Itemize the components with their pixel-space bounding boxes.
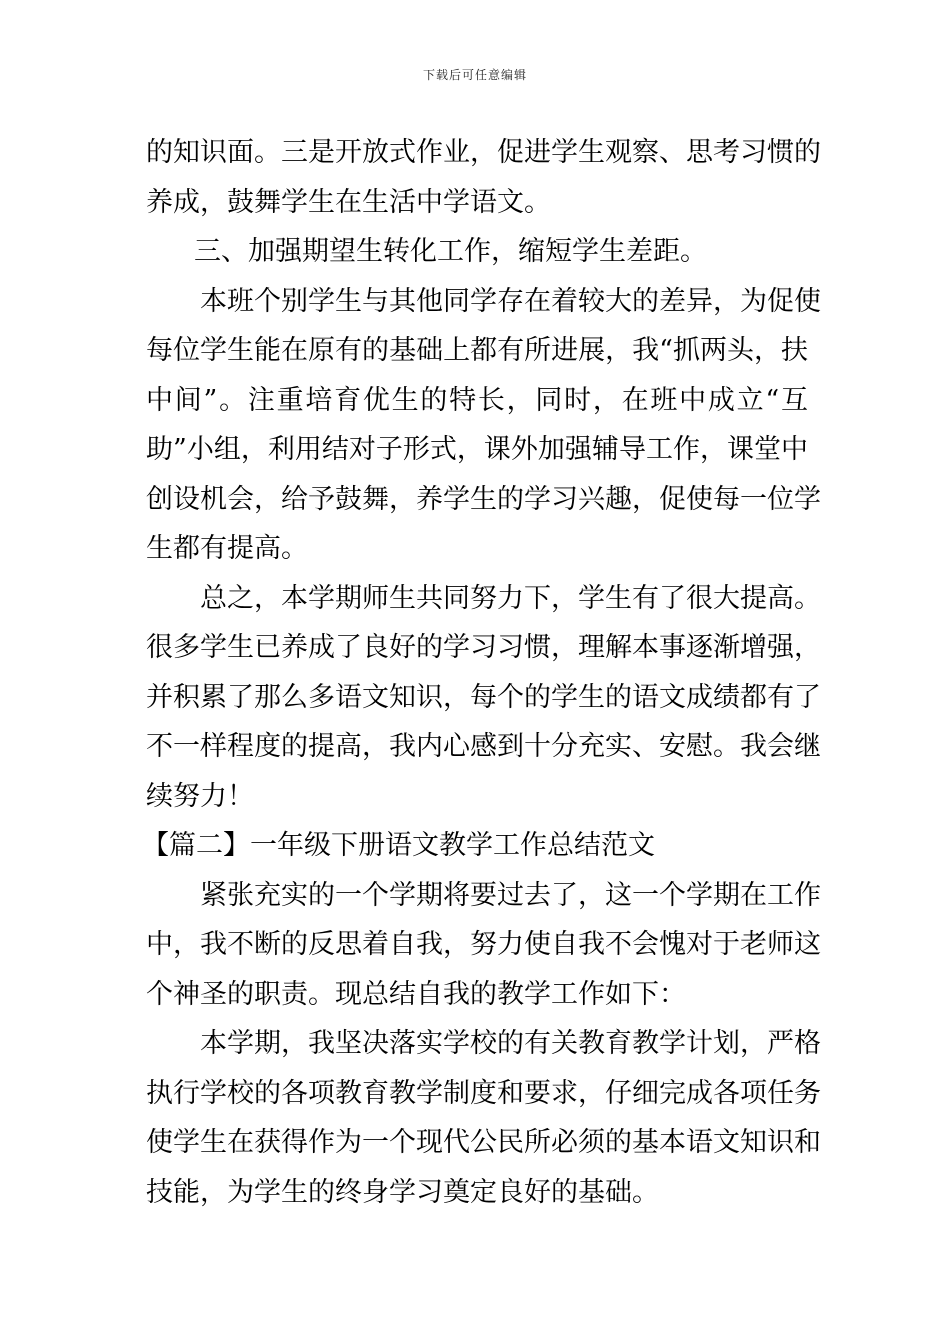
paragraph-line: 技能，为学生的终身学习奠定良好的基础。: [146, 1176, 659, 1208]
paragraph-line: 养成，鼓舞学生在生活中学语文。: [146, 186, 551, 218]
section-heading: 三、加强期望生转化工作，缩短学生差距。: [194, 236, 707, 267]
paragraph-line: 的知识面。三是开放式作业，促进学生观察、思考习惯的: [146, 137, 821, 168]
paragraph-line: 并积累了那么多语文知识，每个的学生的语文成绩都有了: [146, 681, 821, 713]
document-body: [142, 128, 821, 1217]
paragraph-line: 助”小组，利用结对子形式，课外加强辅导工作，课堂中: [146, 434, 808, 465]
paragraph-line: 生都有提高。: [146, 533, 308, 564]
paragraph-line: 总之，本学期师生共同努力下，学生有了很大提高。: [200, 582, 821, 614]
paragraph-line: 紧张充实的一个学期将要过去了，这一个学期在工作: [200, 879, 821, 911]
paragraph-line: 每位学生能在原有的基础上都有所进展，我“抓两头，扶: [146, 335, 808, 366]
article-title: 【篇二】一年级下册语文教学工作总结范文: [142, 830, 655, 861]
page-header-note: 下载后可任意编辑: [422, 68, 527, 82]
paragraph-line: 很多学生已养成了良好的学习习惯，理解本事逐渐增强，: [146, 632, 821, 663]
paragraph-line: 本班个别学生与其他同学存在着较大的差异，为促使: [200, 285, 821, 317]
paragraph-line: 中间”。注重培育优生的特长，同时，在班中成立“互: [146, 384, 808, 416]
paragraph-line: 使学生在获得作为一个现代公民所必须的基本语文知识和: [146, 1127, 821, 1158]
paragraph-line: 本学期，我坚决落实学校的有关教育教学计划，严格: [200, 1028, 821, 1059]
paragraph-line: 不一样程度的提高，我内心感到十分充实、安慰。我会继: [146, 731, 821, 762]
paragraph-line: 中，我不断的反思着自我，努力使自我不会愧对于老师这: [146, 929, 821, 960]
paragraph-line: 执行学校的各项教育教学制度和要求，仔细完成各项任务: [146, 1077, 821, 1109]
paragraph-line: 创设机会，给予鼓舞，养学生的学习兴趣，促使每一位学: [146, 483, 821, 515]
paragraph-line: 续努力！: [146, 780, 254, 812]
paragraph-line: 个神圣的职责。现总结自我的教学工作如下：: [146, 978, 686, 1010]
